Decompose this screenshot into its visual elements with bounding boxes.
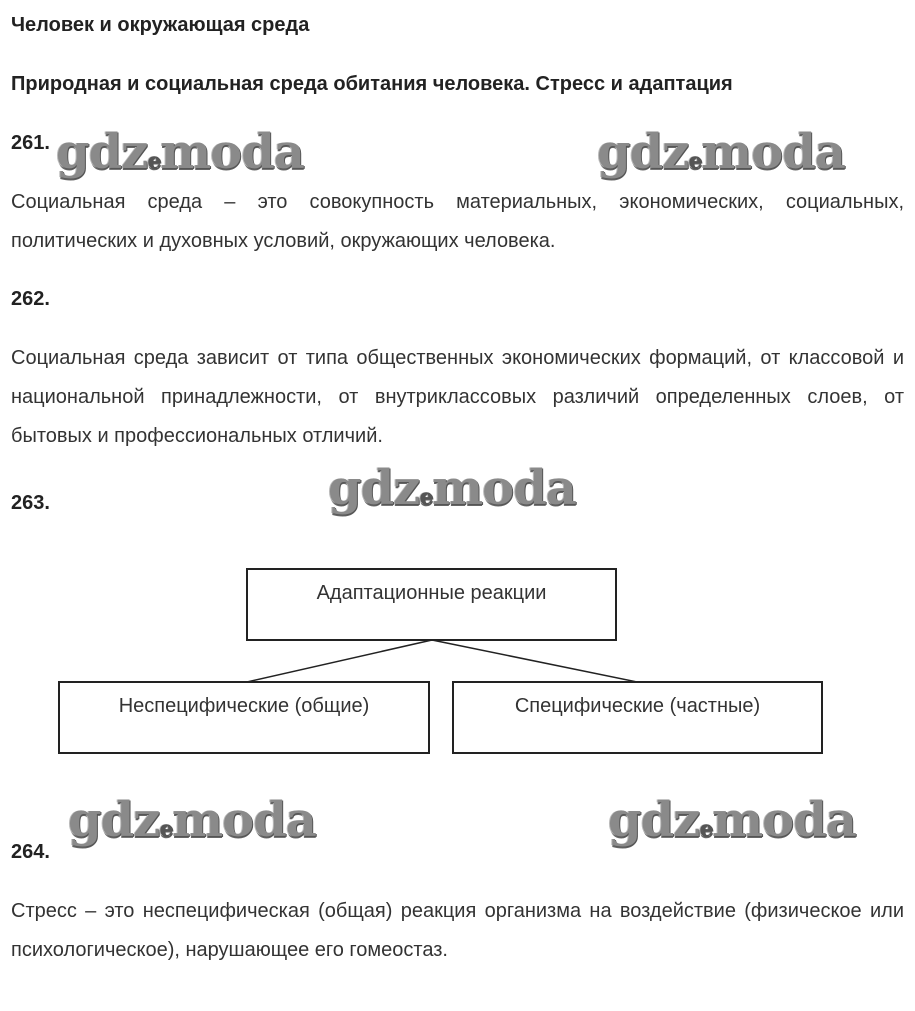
watermark-logo: gdzemoda (56, 124, 304, 180)
diagram-root-label: Адаптационные реакции (316, 582, 547, 604)
section-title: Природная и социальная среда обитания человека. Стресс и адаптация (11, 73, 733, 95)
diagram-left-label: Неспецифические (общие) (118, 695, 370, 717)
watermark-logo: gdzemoda (608, 792, 856, 848)
task-number-262: 262. (11, 288, 50, 310)
task-text-262: Социальная среда зависит от типа общественных экономических формаций, от классовой и национальной принадлежности, от внутриклассовых различий определенных слоев, от бытовых и профессиональных отличий. (11, 347, 904, 447)
chapter-title: Человек и окружающая среда (11, 14, 310, 36)
task-text-261: Социальная среда – это совокупность материальных, экономических, социальных, политических и духовных условий, окружающих человека. (11, 191, 904, 252)
watermark-logo: gdzemoda (597, 124, 845, 180)
watermark-logo: gdzemoda (68, 792, 316, 848)
task-number-261: 261. (11, 132, 50, 154)
watermark-logo: gdzemoda (328, 460, 576, 516)
diagram-right-label: Специфические (частные) (514, 695, 761, 717)
diagram-left-box (58, 681, 430, 754)
task-text-264: Стресс – это неспецифическая (общая) реакция организма на воздействие (физическое или психологическое), нарушающее его гомеостаз. (11, 900, 904, 961)
task-number-263: 263. (11, 492, 50, 514)
diagram-root-box (246, 568, 617, 641)
task-number-264: 264. (11, 841, 50, 863)
diagram-right-box (452, 681, 823, 754)
